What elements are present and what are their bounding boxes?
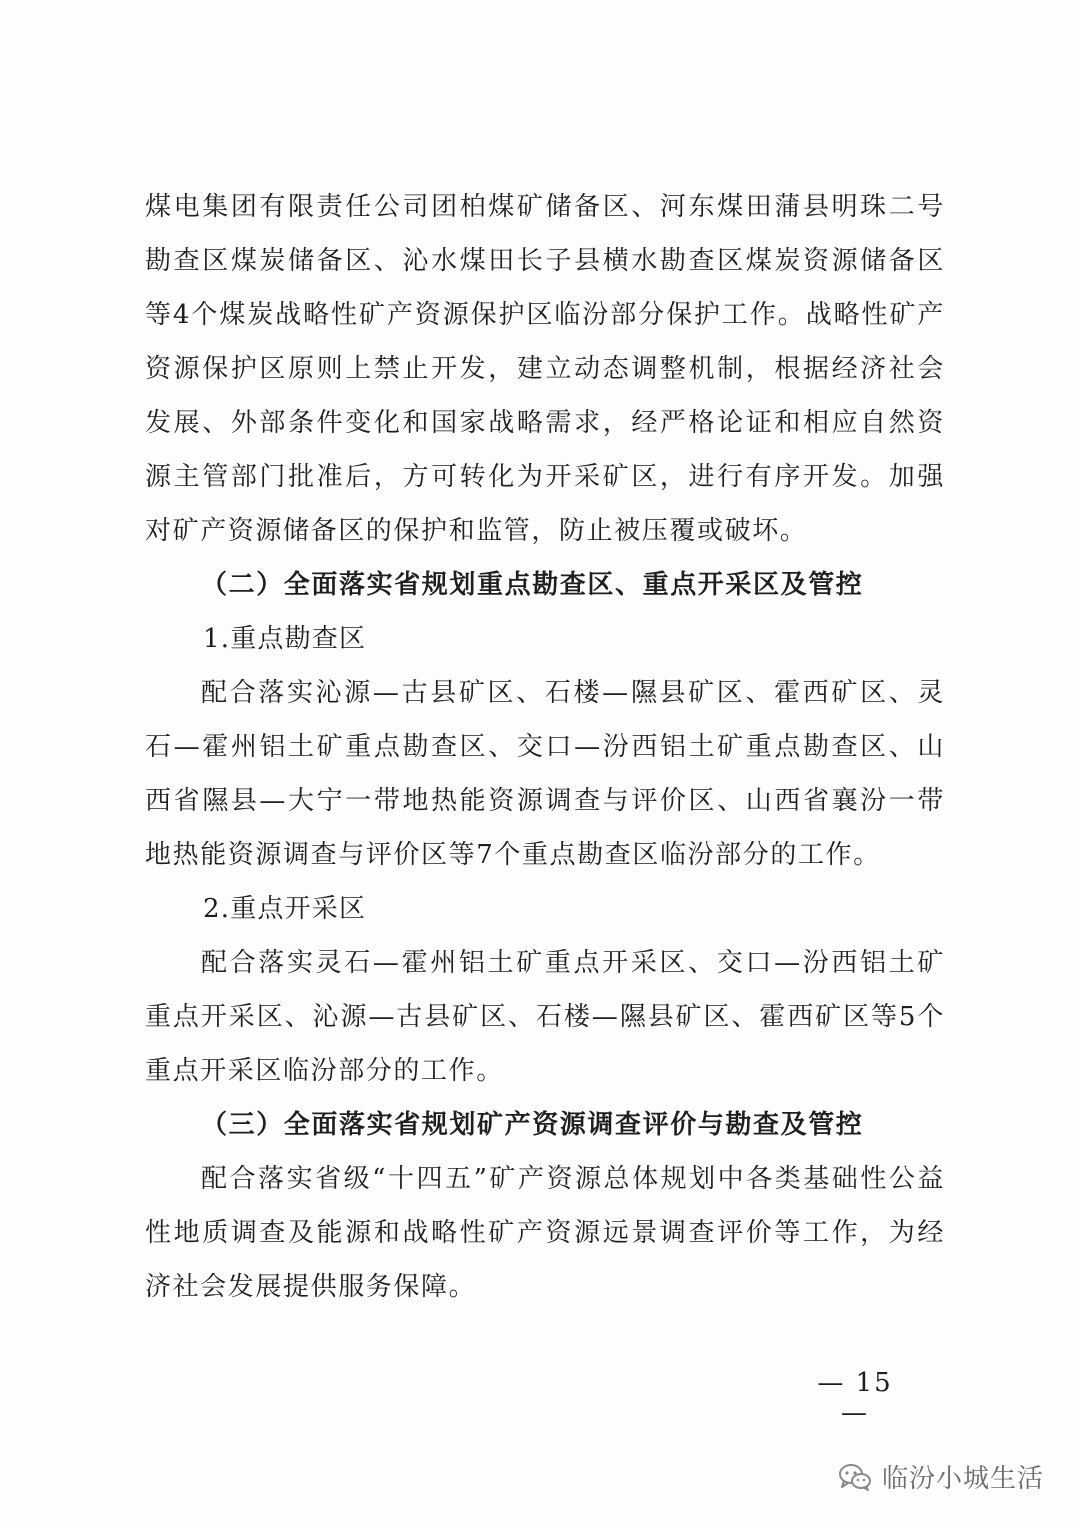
paragraph-survey: 配合落实省级“十四五”矿产资源总体规划中各类基础性公益性地质调查及能源和战略性矿产资源远景调查评价等工作，为经济社会发展提供服务保障。 xyxy=(145,1164,945,1302)
paragraph-mining: 配合落实灵石—霍州铝土矿重点开采区、交口—汾西铝土矿重点开采区、沁源—古县矿区、石楼—隰县矿区、霍西矿区等5个重点开采区临汾部分的工作。 xyxy=(145,948,945,1086)
paragraph-reserve-areas: 煤电集团有限责任公司团柏煤矿储备区、河东煤田蒲县明珠二号勘查区煤炭储备区、沁水煤田长子县横水勘查区煤炭资源储备区等4个煤炭战略性矿产资源保护区临汾部分保护工作。战略性矿产资源保护区原则上禁止开发，建立动态调整机制，根据经济社会发展、外部条件变化和国家战略需求，经严格论证和相应自然资源主管部门批准后，方可转化为开采矿区，进行有序开发。加强对矿产资源储备区的保护和监管，防止被压覆或破坏。 xyxy=(145,192,945,546)
subheading-mining: 2.重点开采区 xyxy=(203,894,367,924)
wechat-icon xyxy=(838,1462,872,1492)
subheading-exploration: 1.重点勘查区 xyxy=(203,624,367,654)
watermark-text: 临汾小城生活 xyxy=(882,1464,1045,1494)
section-heading-3: （三）全面落实省规划矿产资源调查评价与勘查及管控 xyxy=(201,1110,864,1140)
page-number: — 15 — xyxy=(817,1368,893,1428)
watermark xyxy=(838,1458,1044,1495)
section-heading-2: （二）全面落实省规划重点勘查区、重点开采区及管控 xyxy=(201,570,864,600)
document-body xyxy=(145,180,945,1314)
paragraph-exploration: 配合落实沁源—古县矿区、石楼—隰县矿区、霍西矿区、灵石—霍州铝土矿重点勘查区、交口—汾西铝土矿重点勘查区、山西省隰县—大宁一带地热能资源调查与评价区、山西省襄汾一带地热能资源调查与评价区等7个重点勘查区临汾部分的工作。 xyxy=(145,678,945,870)
